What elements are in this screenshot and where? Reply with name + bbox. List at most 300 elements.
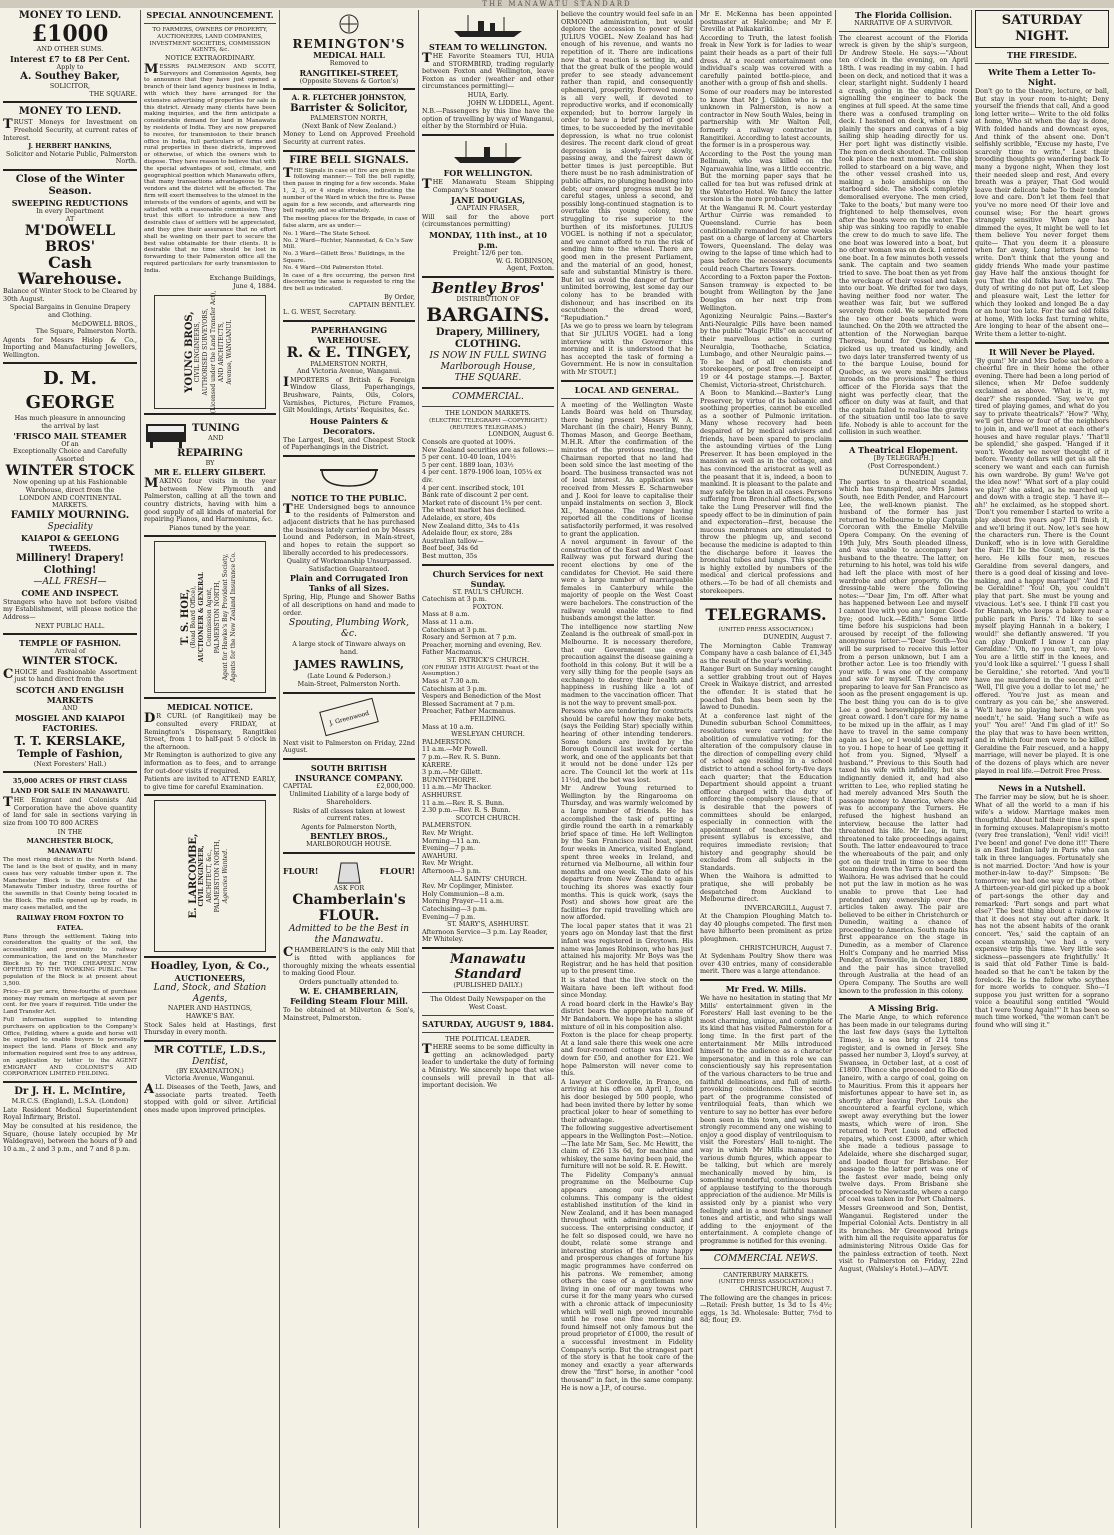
service-line: Holy Communion—8 a.m. (422, 889, 505, 898)
acres-in: IN THE (57, 827, 83, 836)
mcintire-3: May be consulted at his residence, the Square, (house lately occupied by Mr Waldegrave), between the hours of 9 and 10 a.m., 2 and 3 p.m., and 7 and 8 p.m. (3, 1122, 137, 1153)
house-painters: House Painters & Decorators. (309, 415, 389, 436)
local-body5: Mr Andrew Young returned to Wellington by the Ringarooma on Thursday, and was warmly welcomed by a large number of friends. He has accomplished the task of putting a girdle round the earth in a remarkably brief space of time. He left Wellington by the San Francisco mail boat, spent four weeks in America, visited England, spent three weeks in Ireland, and returned via Melbourne, all within four months and one week. The date of his departure from New Zealand to again touching its shores was exactly four months. This is quick work, (says the Post) and shows how great are the facilities for rapid travelling which are now afforded. (561, 784, 693, 922)
sbi-capital-label: CAPITAL (283, 781, 313, 790)
winter-title: Close of the Winter Season. (15, 173, 125, 197)
tel-sub: (UNITED PRESS ASSOCIATION.) (718, 627, 814, 634)
mcintire-title: Dr J. H. L. McIntire, (14, 1086, 126, 1098)
ann-addr: Exchange Buildings, (209, 274, 276, 283)
fw-ship: JANE DOUGLAS, (450, 195, 525, 206)
steam-huia: HUIA, Early. (467, 90, 509, 99)
stpaul-1: Catechism at 3 p.m. (422, 595, 487, 604)
larcombe-card (154, 800, 266, 952)
money1-sub: AND OTHER SUMS. (36, 45, 104, 53)
ms-pol: THE POLITICAL LEADER. (445, 1034, 531, 1043)
service-line: Catechising—3 p.m. (422, 904, 488, 913)
tuning-1: TUNING (192, 422, 240, 434)
hoe-1: T. S. HOE, (180, 589, 191, 646)
mourning: FAMILY MOURNING. (10, 509, 130, 521)
service-line: Rev. Mr Wright. (422, 859, 474, 868)
c6-p7: Agonizing Neuralgic Pains.—Baxter's Anti-Neuralgic Pills have been named by the public "Magic Pills" on account of their marvellous action in curing Neuralgia, Toothache, Sciatica, Lumbago, and other Neuralgic pains.—To be had of all chemists and storekeepers, or post free on receipt of 19 or 44 postage stamps.—J. Baxter, Chemist, Victoria-street, Christchurch. (700, 312, 832, 389)
service-line: 11 a.m.—Mr Thacker. (422, 783, 492, 792)
london-line: The wheat market has declined. (422, 506, 526, 515)
scotch-lines (422, 822, 554, 875)
service-line: Catechism at 3 p.m. (422, 684, 487, 693)
scotch: SCOTCH CHURCH. (455, 813, 521, 822)
column-1 (0, 10, 140, 1530)
column-5 (558, 10, 696, 1530)
money2-body: TRUST Moneys for Investment on Freehold Security, at current rates of Interest. (3, 117, 137, 142)
bentley-1: DISTRIBUTION OF (456, 294, 520, 303)
tingey: R. & E. TINGEY, (286, 344, 412, 361)
stpatrick-lines (422, 678, 554, 716)
ann-date: June 4, 1884. (232, 282, 276, 291)
tel-b5: At the Champion Ploughing Match to-day 40 ploughs competed. The first men have hitherto been prominent as prize ploughmen. (700, 912, 832, 944)
money1-title: MONEY TO LEND. (18, 10, 122, 21)
george-4: Of an (61, 439, 79, 448)
tinware: A large stock of Tinware always on hand. (292, 640, 406, 656)
steamship-icon (448, 13, 528, 39)
cn-title: COMMERCIAL NEWS. (713, 1253, 819, 1264)
fl-title: The Florida Collision. (855, 10, 952, 20)
flour-name: Chamberlain's FLOUR. (292, 892, 406, 925)
agents: Agents for Messrs Hislop & Co., Importing and Manufacturing Jewellers, Wellington. (3, 335, 137, 359)
tel-b1: The Mornington Cable Tramway Company have a cash balance of £1,345 as the result of the year's working. (700, 641, 832, 665)
railway: RAILWAY FROM FOXTON TO FATEA. (16, 913, 124, 932)
acres-block: MANCHESTER BLOCK, MANAWATU (26, 837, 114, 856)
hoe-2: (Road Board Office), (190, 586, 197, 649)
fletcher-5: Money to Lend on Approved Freehold Security at current rates. (283, 130, 415, 146)
mosgiel: MOSGIEL AND KAIAPOI FACTORIES. (15, 712, 125, 733)
every: In every Department (36, 206, 104, 215)
london-line: Best mutton, 35s (422, 551, 478, 560)
young-2: CIVIL ENGINEERS, (194, 321, 201, 383)
london-line: 5 per cent. 10-40 loan, 104½ (422, 453, 516, 462)
london-line: 4 per cent. inscribed stock, 101 (422, 483, 525, 492)
flour-body: CHAMBERLAIN'S is the only Mill that is fitted with appliances for thoroughly mixing the wheats essential to making Good Flour. (283, 945, 415, 978)
tuning-3: REPAIRING (177, 447, 243, 459)
local-body11: The following suggestive advertisement appears in the Wellington Post:—Notice.—The late Mr Sam, Sec. Mc Hewitt, the claim of £26 13s 6d, for machine and whiskey, the same having been paid, the furniture will not be sold. R. E. Hewitt. (561, 1124, 693, 1171)
np-guar: Satisfaction Guaranteed. (308, 564, 390, 573)
lead-body2: [As we go to press we learn by telegram that Sir JULIUS VOGEL had a long interview with the Governor this morning and it is understood that he has accepted the task of forming a Government. He is now in consultation with Mr STOUT.] (561, 322, 693, 376)
sbi-3: Agents for Palmerston North, (301, 822, 397, 831)
rawlins-1: (Late Lound & Pederson.) (307, 672, 391, 681)
te-corr: (Post Correspondent.) (867, 461, 940, 470)
london-line: New Zealand securities are as follows:— (422, 445, 554, 454)
sbi-title: SOUTH BRITISH INSURANCE COMPANY. (295, 762, 403, 783)
church-title: Church Services for next Sunday. (432, 568, 544, 589)
nut-title: News in a Nutshell. (998, 783, 1086, 794)
ann-to: TO FARMERS, OWNERS OF PROPERTY, AUCTIONEERS, LAND COMPANIES, INVESTMENT SOCIETIES, COMMISSION AGENTS, &c. (149, 27, 271, 54)
london-lines (422, 439, 554, 561)
service-line: Morning—11 a.m. (422, 836, 481, 845)
fireside: THE FIRESIDE. (1007, 50, 1077, 60)
notice-public: NOTICE TO THE PUBLIC. (291, 493, 407, 504)
george-3: 'FRISCO MAIL STEAMER (13, 430, 127, 441)
wes-lines (422, 739, 554, 815)
larcombe-3: ARCHITECT, &c., (206, 849, 213, 904)
service-line: PALMERSTON. (422, 737, 472, 746)
speciality: Speciality (47, 521, 93, 532)
young-6: Avenue, WANGANUI. (226, 319, 233, 385)
service-line: Rev. Mr Coplinger, Minister. (422, 882, 514, 891)
fw-agent: W. G. ROBINSON, (495, 256, 554, 265)
temple-title: TEMPLE OF FASHION. (19, 638, 121, 649)
mb-body2: Messrs Greenwood and Son, Dentist, Wanganui. Registered under the Imperial Colonial Acts. Dentistry in all its branches. Mr Greenwood brings with him all the requisite apparatus for administering Nitrous Oxide Gas for the painless extraction of teeth. Next visit to Palmerston on Friday, 22nd August, (Walsley's Hotel.)—ADVT. (839, 1204, 968, 1273)
mills-title: Mr Fred. W. Mills. (725, 984, 807, 995)
masthead-title: THE MANAWATU STANDARD (482, 0, 632, 8)
masthead (0, 0, 1114, 8)
service-line: Mass at 8 a.m. (422, 610, 470, 619)
service-line: Evening—7 p.m. (422, 912, 476, 921)
service-line: Preacher, Father Macmanus. (422, 707, 516, 716)
sbi-capital-row (283, 783, 415, 791)
acres-body: THE Emigrant and Colonists Aid Corporation have the above quantity of land for sale in sections varying in size from 100 TO 800 ACRES (3, 795, 137, 827)
tuning-2: AND (208, 433, 224, 442)
steam-nb: N.B.—Passengers by this line have the option of travelling by way of Wanganui, either by the Stormbird or Huia. (422, 107, 554, 131)
tel-d1: DUNEDIN, August 7. (763, 632, 832, 641)
c6-p4: According to the Post the young man Bellmain, who was killed on the Ngaruawahia line, was a little eccentric. But the morning paper says that he called for tea but was refused drink at the Waterloo Hotel. We fancy the latter version is the more probable. (700, 149, 832, 204)
service-line: PALMERSTON. (422, 821, 472, 830)
sbi-2: Risks of all classes taken at lowest current rates. (292, 806, 406, 823)
mcd-addr: The Square, Palmerston North. (35, 327, 137, 336)
bentley-6: Marlborough House, (440, 362, 536, 373)
george-6: WINTER STOCK (5, 463, 135, 480)
service-line: 11 a.m.—Mr Powell. (422, 745, 488, 754)
tel-b4: When the Waihora is admitted to pratique, she will probably be despatched from Auckland to Melbourne direct. (700, 872, 832, 904)
hoadley-4: Stock Sales held at Hastings, first Thursday in every month. (144, 1020, 276, 1037)
george-title: D. M. GEORGE (25, 368, 115, 414)
foresters: (Next Foresters' Hall.) (33, 759, 107, 768)
rem-title: REMINGTON'S (292, 37, 406, 51)
hoe-4: Commission Agent, (206, 587, 213, 647)
te-body: The parties to a theatrical scandal, which has transpired, are Mrs James South, nee Edith Pender, and Harcourt Lee, the well-known pianist. The husband of the former has just returned to Melbourne to play Captain Corcoran with the Emelie Melville Opera Company. On the evening of 19th July, Mrs South pleaded illness, and was unable to accompany her husband to the theatre. The latter, on returning to his hotel, was told his wife had left the place with most of her wardrobe and other property. On the dressing-table were the following notes:—"Dear Jim, I'm off. After what has happened between Lee and myself I cannot live with you any longer. Good-bye; good luck.—Edith." Some little time before his suspicions had been aroused by receipt of the following anonymous letter:—"Dear South—You will be surprised to receive this letter from a person unknown, but I am a brother actor. Lee is too friendly with your wife. I was one of the company and saw for myself. They are now preparing to leave for San Francisco as soon as the present engagement is up. The best thing you can do is to give Lee a good horsewhipping. He is a great coward. I don't care for my name to be mixed up in the affair, as I may have to travel in the same company again as Lee, or I would speak myself to you. I hope to hear of Lee getting it hot from you. Signed, 'Myself a husband.'" Previous to this South had taxed his wife with infidelity, but she indignantly denied it, and had also written to Lee, who replied stating he had merely advanced Mrs South the passage money to America, where she was to accompany the Turners. He refused the highest husband an interview, because the latter had threatened his life. Mr Lee, in turn, threatened to take proceedings against South. The latter endeavoured to trace the whereabouts of the pair, and only got on their trail in time to see them steaming down the Yarra on board the Waihora. He was advised that he could not put the law in motion as he was unable to prove that Lee had pretended any ownership over the articles taken away. The pair are believed to be either in Christchurch or Dunedin, waiting a chance of proceeding to America. South made his first appearance on the stage in Dunedin, as a member of Clarence Holt's Company and he married Miss Pender, at Townsville, in October, 1880, and the pair has since travelled through Australia at the head of an Opera Company. The Souths are well known to the profession in this colony. (839, 477, 968, 995)
london-line: New Zealand ditto, 34s to 41s (422, 521, 520, 530)
george-8: LONDON AND CONTINENTAL MARKETS. (19, 493, 121, 510)
stmary-1: Afternoon Service—3 p.m. Lay Reader, Mr Whiteley. (422, 927, 548, 944)
flour-ask: ASK FOR (333, 883, 365, 892)
hoe-5: PALMERSTON NORTH, (214, 581, 221, 654)
service-line: Rosary and Sermon at 7 p.m. (422, 633, 517, 642)
local-body2: A novel argument in favour of the construction of the East and West Coast Railway was put forward during the recent elections by one of the candidates for Cheviot. He said there were a large number of marriageable females in Canterbury while the majority of people on the West Coast were bachelors. The construction of the railway would enable those to find husbands amongst the latter. (561, 538, 693, 623)
tuning-5: MR E. ELLERY GILBERT. (154, 467, 266, 478)
spouting: Spouting, Plumbing Work, &c. (289, 618, 409, 640)
steam-agent: JOHN W. LIDDELL, Agent. (468, 98, 554, 107)
flour-tail: To be obtained at Milverton & Son's, Mainstreet, Palmerston. (283, 1006, 415, 1023)
london-line: Bank rate of discount 2 per cent. (422, 491, 529, 500)
te-date: DUNEDIN, August 7. (899, 469, 968, 478)
cn-assoc: (UNITED PRESS ASSOCIATION.) (718, 1279, 814, 1286)
sat-title: SATURDAY NIGHT. (1001, 13, 1083, 44)
ms-body: THERE seems to be some difficulty in getting an acknowledged party leader to undertake the duty of forming a Ministry. We sincerely hope that wise counsels will prevail in that all-important decision. We (422, 1042, 554, 1090)
tel-d2: INVERCARGILL, August 7. (744, 903, 832, 912)
money1-role: SOLICITOR, (49, 82, 91, 91)
fletcher-2: Barrister & Solicitor, (290, 103, 408, 115)
fw-sail: Will sail for the above port (circumstances permitting) (422, 212, 554, 229)
svg-text:J. Greenwood: J. Greenwood (328, 709, 370, 727)
tingey-2: And Victoria Avenue, Wanganui. (296, 367, 402, 376)
column-8 (972, 10, 1112, 1530)
ms-oldest: The Oldest Daily Newspaper on the West Coast. (430, 995, 546, 1012)
and: AND (62, 703, 78, 712)
sbi-5: MARLBOROUGH HOUSE. (306, 840, 392, 849)
cottle-exam: (BY EXAMINATION.) (176, 1066, 244, 1075)
cottle-title: MR COTTLE, L.D.S., (154, 1044, 266, 1056)
mills-body: We have no hesitation in stating that Mr Mills' entertainment given in the Foresters' Hall last evening to be the most charming, unique, and complete of its kind that has visited Palmerston for a long time. In the first part of the entertainment Mr Mills introduced himself to the audience as a character impersonator, and in this role we can conscientiously say his representation of the various characters to be true and faithful delineations, and full of mirth-provoking coincidences. The second part of the programme consisted of ventriloquial feats, than which we venture to say no better has ever before been seen in this town, and we would strongly recommend any one wishing to enjoy a good display of ventriloquism to visit the Foresters' Hall to-night. The way in which Mr Mills manages the various dumb figures, which appear to be talking, but which are merely mechanically moved by him, is something wonderful, continuous bursts of applause testifying to the thorough appreciation of the audience. Mr Mills is assisted only by a pianist who very feelingly and in a most faithful manner tones and artistic, and who sings wall adding to the enjoyment of the entertainment. A complete change of programme is notified for this evening. (700, 994, 832, 1246)
c6-p8: A Boon to Mankind.—Baxter's Lung Preserver, by virtue of its balsamic and soothing properties, cannot be excelled as a soother of Pulmonic irritation. Many whose recovery had been despaired of by medical advisers and friends, have been spared to proclaim the astounding virtues of the Lung Preserver. It has been employed in the mansion as well as in the cottage, and has convinced the aristocrat as well as the peasant that it is, indeed, a boon to mankind. It is pleasant to the palate and may safely be taken in all cases. Persons suffering from Bronchial affections, who take the Lung Preserver will find the speedy effect to be in diminution of pain and expectoration—first, because the mucous membranes are stimulated to throw the phlegm up, and second because the medicine is adapted to thin the discharge before it leaves the bronchial tubes and lungs. This specific is highly extolled by numbers of the medical and clerical professions and others.—To be had of all chemists and storekeepers. (700, 389, 832, 595)
as-lines (422, 883, 554, 921)
mcdowell: M'DOWELL BROS' (24, 223, 116, 256)
steamship-icon-2 (448, 139, 528, 165)
ann-title: SPECIAL ANNOUNCEMENT. (146, 10, 274, 20)
local-body3: The intelligence now startling New Zealand is the outbreak of small-pox in Melbourne. It is necessary therefore, that our Government use every precaution against the disease gaining a foothold in this colony. But it will be a very silly thing for the people (says an exchange) to destroy their health and happiness in rushing like a lot of madmen to the vaccination officer. That is not the way to prevent small-pox. (561, 622, 693, 707)
piano-icon (144, 418, 188, 448)
millinery: Millinery! Drapery! Clothing! (15, 552, 125, 576)
money1-apply: Apply to (56, 62, 84, 71)
foxton: FOXTON. (472, 602, 504, 611)
med-body3: Patients are invited to ATTEND EARLY, to give time for careful Examination. (144, 775, 276, 791)
service-line: Afternoon—3 p.m. (422, 866, 481, 875)
hoe-3: AUCTIONEER & GENERAL (198, 572, 205, 663)
london-line: Adelaide, ex store, 40s (422, 514, 496, 522)
flour-sig: W. E. CHAMBERLAIN, (299, 986, 399, 997)
stpatrick-sub: (ON FRIDAY 15TH AUGUST. Feast of the Assumption.) (422, 664, 539, 678)
stmary: ST. MARY'S, ASHHURST. (447, 920, 529, 929)
ms-pub: (PUBLISHED DAILY.) (453, 980, 523, 989)
foxton-lines (422, 611, 554, 657)
notice-extra: NOTICE EXTRAORDINARY. (164, 54, 256, 63)
nut-body: The farrier may be slow, but he is shoer. What of all the world to a man if his wife's a widow. Marriage makes men thoughtful. About half their time is spent in forming excuses. Malapropism's motto (very free translation), 'Veni! vidi! vici!! I've been! and gone! I've done it!!' There is an East Indian lady in Paris who can talk in three languages. Fortunately she is not married. Doctor: 'And how is your mother-in-law to-day?' Simpson: 'Be tomorrow; we had one way or the other.' A thirteen-year-old girl picked up a book of part-songs the other day and remarked: 'Part songs and part what else?' The best thing about a rainbow is that it does not stay out after dark. It has not the absent habits of the orank concert. 'Yes,' said the captain of an ocean steamship, 'we had a very expensive trip this time. Very little sea-sickness—passengers ate frightfully.' It is said that old Father Time is bald-headed so that he can't be taken by the forelock. He is the fellow who scythes for more worlds to conquer. Sho—'I suppose you just written for a soprano voice a beautiful song entitled "Would that I were Young Again!"' It has been so much time worked, "the woman can't be found who will sing it." (975, 793, 1109, 1030)
service-line: Mass at 11 a.m. (422, 617, 474, 626)
feilding: FEILDING. (469, 715, 506, 724)
service-line: Vespers and Benediction of the Most Blessed Sacrament at 7 p.m. (422, 692, 542, 708)
money2-title: MONEY TO LEND. (18, 106, 122, 118)
larcombe-2: CIVIL ENGINEER, (198, 845, 205, 907)
london-line: Consols are quoted at 100⅝. (422, 438, 516, 447)
c6-p6: According to a Foxton paper the Foxton-Sanson tramway is expected to be bought from Wellington by the Jane Douglas on her next trip from Wellington. (700, 273, 832, 312)
greenwood-1: Next visit to Palmerston on Friday, 22nd August. (283, 738, 415, 755)
acres-p4: Price—£6 per acre, three-fourths of purchase money may remain on mortgage at seven per cent. for five years if required. Title under the Land Transfer Act. (3, 988, 137, 1016)
med-body2: Mr Remington is authorized to give any information as to fees, and to arrange for out-door visits if required. (144, 751, 276, 775)
george-7: Now opening up at his Fashionable Warehouse, direct from the (12, 478, 128, 495)
tuning-4: BY (205, 458, 215, 467)
acres-p5: Full information supplied to intending purchasers on application to the Company's Office, Feilding, where a guide and horse will be supplied to enable buyers to personally inspect the land. Plans of Block and any information required sent free to any address, on application by letter to the AGENT EMIGRANT AND COLONIST'S AID CORPORATION LIMITED FEILDING. (3, 1017, 137, 1078)
fire-body2: In case of a fire occurring, the person first discovering the same is requested to ring the fire bell as indicated. (283, 272, 415, 293)
money1-name: A. Southey Baker, (20, 71, 120, 83)
column-7 (836, 10, 971, 1530)
ann-body: MESSRS PALMERSON AND SCOTT, Surveyors and Commission Agents, beg to announce that they have just opened a branch of their land agency business in India, with which they have arranged for the extensive advertising of properties for sale in this district. Already many clients have been making inquiries, and the firm anticipate a considerable demand for land in Manawatu by residents of India. They are now prepared to receive, for transmission to their branch office in India, full particulars of farms and rural properties in these districts, improved or otherwise, of which the owners wish to dispose. They have reason to believe that with the special advantages of soil, climate, and geographical position which Manawatu offers, that many transactions advantageous to the vendors and the district will be effected. The firm will exert themselves to the utmost in the interests of the vendors of agents, and will be satisfied with a reasonable commission. They trust this effort to introduce a new and desirable class of settlers will be appreciated, and they give their assurance that no effort shall be wanting on their part to secure the best value obtainable for their clients. It is desirable that no time should be lost in forwarding to their Palmerston office all the required particulars for early transmission to India. (144, 61, 276, 274)
cottle-sub: Dentist, (192, 1056, 228, 1067)
next-public: NEXT PUBLIC HALL. (35, 621, 105, 630)
balance: Balance of Winter Stock to be Cleared by 30th August. (3, 287, 137, 303)
local-body4: Persons who are tendering for contracts should be careful how they make bets, (says the Feilding Star) specially within hearing of other intending tenderers. Some tenders are invited by the Borough Council last week for certain work, and one of the applicants bet that it would not be done under 12s per acre. The Council let the work at 11s 11½d, and the bet was lost. (561, 707, 693, 784)
local-body10: A lawyer at Cordovelle, in France, on arriving at his office on April 1, found his door besieged by 500 people, who had been invited there by letter by some practical joker to hear of something to their advantage. (561, 1077, 693, 1124)
local-title: LOCAL AND GENERAL. (574, 384, 680, 395)
column-4 (419, 10, 557, 1530)
flour-sack-icon (335, 857, 363, 885)
cn-sub: CANTERBURY MARKETS. (723, 1270, 809, 1279)
flour-mill: Feilding Steam Flour Mill. (290, 996, 408, 1007)
service-line: Rev. Mr Wright. (422, 828, 474, 837)
feilding-1: Mass at 10 a.m. (422, 722, 474, 731)
stpaul: ST. PAUL'S CHURCH. (452, 587, 524, 596)
money2-addr: Solicitor and Notarie Public, Palmerston North. (5, 149, 137, 166)
fl-body: The clearest account of the Florida wreck is given by the ship's surgeon, Dr Andrew Steele. He says:—"About ten o'clock in the evening, on April 18th. I was reading in my cabin. I had been on deck, and noticed that it was a clear, starlight night. Suddenly I heard a crash, going in the engine room signalling the engineer to back the engines at full speed. At the same time there was a confused trampling on deck. I hastened on deck, when I saw plainly the spars and canvas of a big sailing ship heading directly for us. Her port light was distinctly visible. The men on deck shouted. The collision took place the next moment. The ship rolled to starboard on a big wave, and the other vessel crashed into us, making a hole amidships on the starboard side. The shock completely demoralised everyone. The men cried, 'Take to the boats,' but many were too frightened to help themselves, even after the boats were on the water. The ship was sinking too rapidly to enable the crew to do much to save life. The one boat was lowered into a boat, but no other woman was on deck. I entered one boat. In a few minutes both vessels sank. The captain and two seamen tried to save. The boat then as yet from the wreckage of their vessel and taken into our boat. We drifted for two days, having neither food nor water. The weather was fair, but we suffered severely from cold. We separated from the two other boats which were launched. On the 20th we attracted the attention of the Norwegian barque Theresa, bound for Quebec, which picked us up, treated us kindly, and two days later transferred twenty of us to the barque Louise, bound for Quebec, as we were making serious inroads on the provisions." The third officer of the Florida says that the night was perfectly clear, that the officer on duty was at fault, and that the captain failed to realise the gravity of the situation until too late to save life. Nobody is able to account for the collision in such weather. (839, 33, 968, 437)
young-1: YOUNG BROS, (184, 310, 195, 393)
tingey-1: PALMERSTON NORTH, (310, 359, 388, 368)
saturday-box (975, 10, 1109, 48)
service-line: Morning Prayer—11 a.m. (422, 897, 504, 906)
ind-title: It Will Never be Played. (989, 346, 1095, 357)
fw-title: FOR WELLINGTON. (443, 167, 533, 178)
kaiapoi: KAIAPOI & GEELONG TWEEDS. (20, 532, 120, 553)
mb-title: A Missing Brig. (868, 1003, 939, 1014)
local-body8: A road board clerk in the Hawke's Bay district bears the appropriate name of Mr Bandaborn. We hope he has a slight mixture of oil in his composition also. (561, 999, 693, 1031)
tingey-body2: The Largest, Best, and Cheapest Stock of Paperhangings in the District. (283, 435, 415, 452)
london-line: Market rate of discount 1⅝ per cent. (422, 498, 543, 507)
fire-sec: L. G. WEST, Secretary. (283, 308, 357, 317)
service-line: 7 p.m.—Rev. R. S. Bunn. (422, 753, 501, 762)
local-body6: The local paper states that it was 21 years ago on Monday last that the first infant was registered in Greytown. His name was James Robinson, who has just attained his majority. Mr Boys was the Registrar, and he has held that position up to the present time. (561, 921, 693, 976)
strangers: Strangers who have not before visited my Establishment, will please notice the Address— (3, 597, 137, 621)
steam-title: STEAM TO WELLINGTON. (428, 42, 548, 52)
tuning-header (144, 418, 276, 448)
rem-removed: Removed to (329, 59, 369, 67)
larcombe-5: Agencies Wanted. (222, 849, 229, 904)
service-line: Mass at 7.30 a.m. (422, 677, 480, 686)
rawlins: JAMES RAWLINS, (294, 658, 404, 672)
young-bros-card (154, 290, 266, 413)
flour-header (283, 857, 415, 885)
service-line: Preacher, morning and evening, Rev. Father Macmanus. (422, 640, 542, 657)
bentley-3: Drapery, Millinery, (435, 327, 541, 339)
come-inspect: COME AND INSPECT. (21, 587, 119, 598)
george-5: Exceptionally Choice and Carefully Assorted (13, 447, 127, 463)
service-line: Catechism at 3 p.m. (422, 625, 487, 634)
hoe-card (154, 541, 266, 693)
mcintire-2: Late Resident Medical Superintendent Royal Infirmary, Bristol. (3, 1105, 137, 1122)
fw-freight: Freight: 12/6 per ton. (452, 248, 524, 257)
london-title: THE LONDON MARKETS. (445, 409, 531, 418)
mcintire-1: M.R.C.S. (England), L.S.A. (London) (11, 1097, 129, 1106)
money1-amount: £1000 (31, 21, 109, 47)
larcombe-4: PALMERSTON NORTH, (214, 839, 221, 913)
acres-p2: The most rising district in the North Island. The land is the best of quality, and in many cases has very valuable timber upon it. The Manchester Block is the centre of the Manawatu Timber industry, three fourths of the sawmills in that County being located in the Block. The mills opened up by roads, in many cases metalled, and the (3, 857, 137, 911)
sweep: SWEEPING REDUCTIONS (11, 197, 129, 208)
remington-crest-icon (319, 13, 379, 35)
sbi-capital: £2,000,000. (376, 781, 415, 790)
rem-opp: (Opposite Stevens & Gorton's) (299, 76, 399, 85)
service-line: 11 a.m.—Rev. R. S. Bunn. (422, 798, 505, 807)
cottle-body: ALL Diseases of the Teeth, Jaws, and associate parts treated. Teeth stopped with gold or silver. Artificial ones made upon improved principles. (144, 1081, 276, 1114)
fletcher-1: A. R. FLETCHER JOHNSTON, (291, 93, 407, 103)
local-body7: It is stated that the live stock on the Waitara have been left without food since Monday. (561, 976, 693, 1000)
george-2: the arrival by last (41, 422, 99, 431)
fresh: —ALL FRESH— (33, 576, 107, 587)
ind-body: 'By gum!' Mr and Mrs Defoe sat before a cheerful fire in their home the other evening. There had been a long period of silence, when Mr Defoe suddenly exclaimed as above. 'What is it, my dear?' she responded. 'Say, we've got tired of playing games, and what do you say to private theatricals?' 'How?' 'Why, we'll get three or four of the neighbors to join in, and we'll meet at each other's houses and have regular plays.' 'That'll be splendid,' she gasped. 'Hanged if it won't. Wonder we never thought of it before. Twenty dollars will get us all the scenery we want and each can furnish his own wardrobe. By gum! We've got the idea now!' 'What sort of a play could we play?' she asked, as he marched up and down with a tragic step. 'I have it—ah!' he exclaimed, as he stopped short. 'Don't you remember I started to write a play about five years ago? I'll finish it, and we'll bring it out. Now, let's see how the characters run. There is the Count Dunkoff, who is in love with Geraldine the Fair. I'll be the Count, so he is the hero. He kills four men, rescues Geraldine from several dangers, and there is a good deal of kissing and love-making, and a happy marriage!' 'And I'll be Geraldine!' 'You! Oh, you couldn't play that part. She must be young and vivacious. Let's see. I think I'll cast you for Hannah, who keeps a bakery near a public park in Paris.' 'I'd like to see myself playing Hannah in a bakery, I would!' she defiantly answered. 'If you can play Dunkoff I know I can play Geraldine.' 'Oh, no you can't, my love. You are a little stiff in the knees, and you'd look like a squirrel.' 'I guess I shall be Geraldine,' she retorted. 'And you'll have me murdered in the second act!' 'Well, I'll give you a dollar to let me,' he offered. 'You're just as mean and contrary as you can be,' she answered. 'We'll have no playing here.' 'Then you needn't,' he said. 'Hang such a wife as you!' 'You are!' 'And I'm glad of it!' So the play that was to have been written, and in which four men were to be killed, Geraldine the Fair rescued, and a happy marriage, will never be played. It is one of the dozens of plays which are never played in real life.—Detroit Free Press. (975, 356, 1109, 775)
service-line: 3 p.m.—Mr Gillett. (422, 768, 483, 777)
london-line: Australian tallow— (422, 536, 484, 545)
fletcher-4: (Next Bank of New Zealand.) (301, 121, 397, 130)
tuning-tail: Pianos tuned by the year. (169, 523, 251, 532)
fire-w2: No. 2 Ward—Richter, Nannestad, & Co.'s Saw Mill. (283, 237, 413, 251)
choice: CHOICE and Fashionable Assortment just to hand direct from the (3, 666, 137, 684)
wt-title: Write Them a Letter To-Night. (988, 67, 1096, 87)
temple2: Temple of Fashion, (17, 748, 123, 760)
plain-title: Plain and Corrugated Iron Tanks of all Sizes. (289, 573, 409, 594)
np-body: THE Undersigned begs to announce to the residents of Palmerston and adjacent districts that he has purchased the business lately carried on by Messrs Lound and Pederson, in Main-street, and hopes to retain the support so liberally accorded to his predecessors. (283, 502, 415, 557)
larcombe-1: E. LARCOMBE, (188, 833, 199, 919)
tuning-body: MAKING four visits in the year between New Plymouth and Palmerston, calling at all the town and country districts, having with him a good supply of all kinds of material for repairing Pianos, and Harmoniums, &c. (144, 476, 276, 524)
london-line: 5 per cent. 1889 loan, 103½ (422, 460, 514, 469)
hoadley-sub: AUCTIONEERS, (174, 973, 246, 984)
bentley-2: BARGAINS. (426, 304, 550, 327)
local-body: A meeting of the Wellington Waste Lands Board was held on Thursday, there being present Messrs W. A. Marchant (in the chair), Henry Bunny, Thomas Mason, and George Beetham, M.H.R. After the confirmation of the minutes of the previous meeting, the Chairman reported that no land had been sold since the last meeting of the board. The business transacted was not of local interest. An application was received from Messrs E. Scharnweber and J. Kooi for leave to capitalise their unpaid instalments on section 3, Block XI., Mangaone. The ranger having reported all the conditions of license satisfactorily performed, it was resolved to grant the application. (561, 400, 693, 538)
sbi-4: BENTLEY BROS., (310, 831, 388, 842)
fire-meet: The meeting places for the Brigade, in case of false alarm, are as under:— (283, 216, 415, 229)
fletcher-3: PALMERSTON NORTH, (310, 114, 388, 123)
fire-w1: No. 1 Ward—The State School. (283, 230, 371, 237)
money2-name: J. HERBERT HANKINS, (28, 142, 112, 151)
ms-date: SATURDAY, AUGUST 9, 1884. (422, 1018, 554, 1029)
fw-date: MONDAY, 11th inst., at 10 p.m. (429, 229, 547, 250)
stpatrick: ST. PATRICK'S CHURCH. (446, 655, 530, 664)
winter-stock: WINTER STOCK. (22, 655, 118, 667)
london-line: 4 per cent. 1879-1906 loan, 105¼ ex div. (422, 468, 542, 485)
fw-body: THE Manawatu Steam Shipping Company's Steamer (422, 176, 554, 194)
special: Special Bargains in Genuine Drapery and Clothing. (9, 303, 131, 319)
acres-title: 35,000 ACRES OF FIRST CLASS LAND FOR SALE IN MANAWATU. (10, 777, 130, 796)
service-line: Evening—7 p.m. (422, 844, 476, 853)
george-1: Has much pleasure in announcing (14, 414, 126, 423)
at: AT (65, 214, 75, 223)
service-line: ASHHURST. (422, 791, 463, 799)
tel-b6: At Sydenham Poultry Show there was over 430 entries, many of considerable merit. There was a large attendance. (700, 952, 832, 976)
column-3 (280, 10, 418, 1530)
hoe-6: Agent for Hawke's Bay Provident Society, (222, 554, 229, 681)
hoe-7: Agents for the New Zealand Insurance Co. (230, 552, 237, 683)
fire-body: THE Signals in case of fire are given in the following manner:— Toll the bell rapidly, then pause in ringing for a few seconds. Make 1, 2, 3, or 4 single strokes, indicating the number of the Ward in which the fire is. Pause again for a few seconds, and afterwards ring bell rapidly, and so alternately. (283, 165, 415, 215)
london-line: Adelaide flour, ex store, 28s (422, 529, 513, 538)
med-body: DR CURL (of Rangitikei) may be consulted every FRIDAY, at Remington's Dispensary, Rangitikei Street, from 1 to half-past 5 o'clock in the afternoon. (144, 711, 276, 751)
tingey-body: IMPORTERS of British & Foreign Window Glass, Paperhangings, Brushware, Paints, Oils, Colors, Varnishes, Pictures, Picture Frames, Gilt Mouldings, Artists' Requisites, &c. (283, 374, 415, 415)
service-line: BUNNYTHORPE. (422, 775, 479, 784)
tel-d3: CHRISTCHURCH, August 7. (739, 943, 832, 952)
young-3: AUTHORISED SURVEYORS, (202, 308, 209, 396)
flour-2: FLOUR! (379, 865, 415, 876)
acres-p3: Runs through the settlement. Taking into consideration the quality of the soil, the accessibility and proximity to railway communication, the land on the Manchester Block is by far THE CHEAPEST NOW OFFERED TO THE WORKING PUBLIC. The population of the Block is at present about 3,500. (3, 933, 137, 988)
lead-body: believe the country would feel safe in an ORMOND administration, but would deplore the accession to power of Sir JULIUS VOGEL. New Zealand has had enough of his revenue, and wants no repetition of it. There are indications now that a reaction is setting in, and that the great bulk of the people would prefer to see steady advancement rather than rapid, and consequently ephemeral, prosperity. Borrowed money is all very well, if devoted to reproductive works, and if economically expended; but to borrow largely in order to have a brief period of good times, to be succeeded by the inevitable depression, is what no true colonist desires. The recent dark cloud of great depression is slowly—very slowly, passing away, and the fairest dawn of better times is just perceptible. But there must be no rash administration of public affairs, no plunging headlong into debt; our onward progress must be by careful stages, unless a second, and possibly long-continued stagnation is to overtake this young colony, now struggling to rise superior to the burthen of its misfortunes. JULIUS VOGEL is nothing if not a speculator, and we cannot afford to run the risk of sending him to the wheel. There are good men in the present Parliament, and the material of an good, honest, safe and substantial Ministry is there. But let us avoid the danger of further unlimited borrowing, lest some day our colony has to be branded with dishonour, and has inscribed on its escutcheon the dread word, "Repudiation." (561, 10, 693, 322)
hoadley-2: NAPIER AND HASTINGS, (167, 1004, 253, 1013)
arrival: Arrival of (54, 647, 86, 656)
greenwood-stamp-icon (314, 697, 384, 737)
young-5: AND ARCHITECTS, (218, 321, 225, 382)
money1-interest: Interest £7 to £8 Per Cent. (10, 53, 130, 64)
cash-warehouse: Cash Warehouse. (17, 253, 123, 289)
sbi-1: Unlimited Liability of a large body of Shareholders. (289, 790, 409, 806)
fl-sub: NARRATIVE OF A SURVIVOR. (854, 19, 953, 27)
scotch: SCOTCH AND ENGLISH MARKETS (16, 684, 124, 705)
hoadley-title: Hoadley, Lyon, & Co., (150, 961, 270, 973)
c6-p2: According to Truth, the latest foolish freak in New York is for ladies to wear paint their heads as a part of their full dress. At a recent entertainment one individual's scalp was covered with a carefully painted bottle-piece, and another with a group of fish and shells. (700, 33, 832, 88)
allsaints: ALL SAINTS' CHURCH. (449, 874, 527, 883)
spring: Spring, Hip, Plunge and Shower Baths of all descriptions on hand and made to order. (283, 593, 415, 617)
hoadley-3: HAWKE'S BAY. (185, 1011, 235, 1020)
med-title: MEDICAL NOTICE. (167, 702, 253, 713)
fw-agent2: Agent, Foxton. (506, 264, 554, 273)
c6-p3: Some of our readers may be interested to know that Mr J. Gilden who is not unknown in Palmerston, is now a contractor in New South Wales, being in partnership with Mr Walton Pell, formerly a railway contractor in Rangitikei. According to latest accounts, the former is in a prosperous way. (700, 87, 832, 150)
c6-p5: At the Wanganui R. M. Court yesterday Arthur Currie was remanded to Queensland. Currie has been conditionally remanded for some weeks past on a charge of larceny at Charters Towers, Queensland. The delay was owing to the lapse of time which had to pass before the necessary documents could reach Charters Towers. (700, 203, 832, 273)
